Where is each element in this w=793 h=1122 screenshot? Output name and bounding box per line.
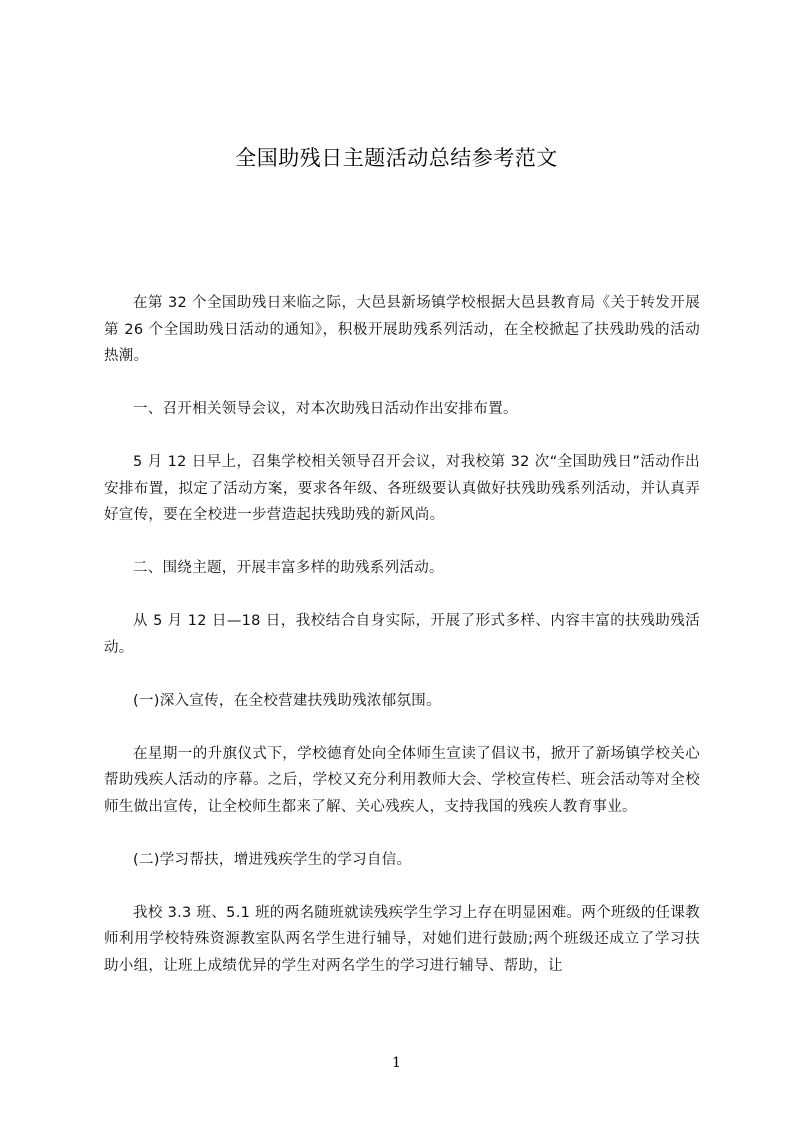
section-heading-one: 一、召开相关领导会议，对本次助残日活动作出安排布置。	[133, 401, 518, 417]
document-title: 全国助残日主题活动总结参考范文	[235, 146, 558, 170]
page-number: 1	[392, 1055, 401, 1071]
section-heading-two: 二、围绕主题，开展丰富多样的助残系列活动。	[133, 560, 444, 576]
subsection-heading-one: (一)深入宣传，在全校营建扶残助残浓郁氛围。	[133, 692, 441, 709]
paragraph-intro: 在第 32 个全国助残日来临之际，大邑县新场镇学校根据大邑县教育局《关于转发开展第 26 个全国助残日活动的通知》，积极开展助残系列活动，在全校掀起了扶残助残的活动热潮。	[104, 295, 700, 364]
paragraph-publicity: 在星期一的升旗仪式下，学校德育处向全体师生宣读了倡议书，掀开了新场镇学校关心帮助残疾人活动的序幕。之后，学校又充分利用教师大会、学校宣传栏、班会活动等对全校师生做出宣传，让全校师生都来了解、关心残疾人，支持我国的残疾人教育事业。	[104, 745, 700, 815]
subsection-heading-two: (二)学习帮扶，增进残疾学生的学习自信。	[133, 851, 412, 868]
paragraph-meeting: 5 月 12 日早上，召集学校相关领导召开会议，对我校第 32 次“全国助残日”活动作出安排布置，拟定了活动方案，要求各年级、各班级要认真做好扶残助残系列活动，并认真弄好宣传，要在全校进一步营造起扶残助残的新风尚。	[104, 454, 700, 523]
paragraph-activities: 从 5 月 12 日—18 日，我校结合自身实际，开展了形式多样、内容丰富的扶残助残活动。	[104, 613, 700, 656]
paragraph-study-support: 我校 3.3 班、5.1 班的两名随班就读残疾学生学习上存在明显困难。两个班级的任课教师利用学校特殊资源教室队两名学生进行辅导，对她们进行鼓励;两个班级还成立了学习扶助小组，让班上成绩优异的学生对两名学生的学习进行辅导、帮助，让	[104, 904, 700, 974]
document-body	[104, 290, 700, 979]
